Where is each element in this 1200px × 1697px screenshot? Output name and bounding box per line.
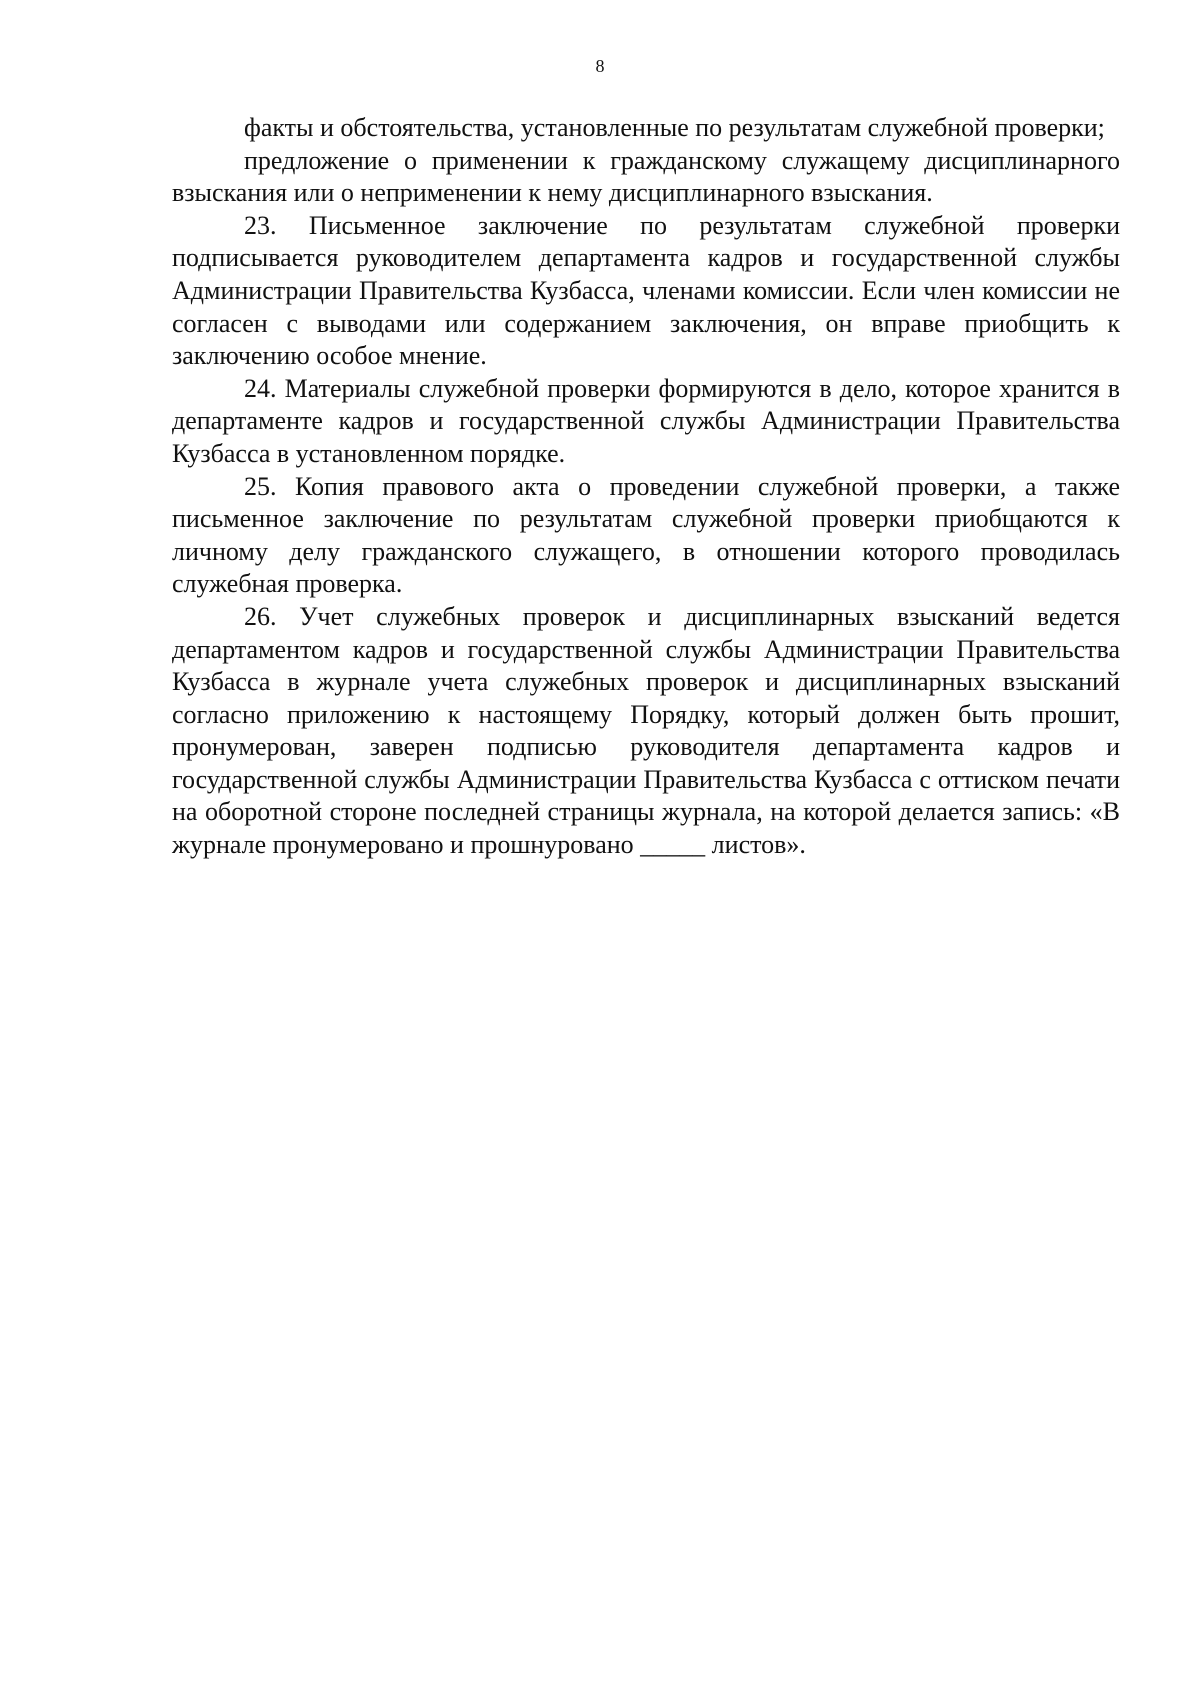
paragraph-proposal: предложение о применении к гражданскому служащему дисциплинарного взыскания или о неприменении к нему дисциплинарного взыскания.: [172, 145, 1120, 208]
paragraph-23: 23. Письменное заключение по результатам служебной проверки подписывается руководителем департамента кадров и государственной службы Администрации Правительства Кузбасса, членами комиссии. Если член комиссии не согласен с выводами или содержанием заключения, он вправе приобщить к заключению особое мнение.: [172, 210, 1120, 371]
paragraph-facts: факты и обстоятельства, установленные по результатам служебной проверки;: [244, 113, 1105, 142]
page-number: 8: [595, 56, 605, 76]
paragraph-26: 26. Учет служебных проверок и дисциплинарных взысканий ведется департаментом кадров и государственной службы Администрации Правительства Кузбасса в журнале учета служебных проверок и дисциплинарных взысканий согласно приложению к настоящему Порядку, который должен быть прошит, пронумерован, заверен подписью руководителя департамента кадров и государственной службы Администрации Правительства Кузбасса с оттиском печати на оборотной стороне последней страницы журнала, на которой делается запись: «В журнале пронумеровано и прошнуровано _____ листов».: [172, 601, 1120, 860]
document-body: [172, 112, 1120, 862]
paragraph-25: 25. Копия правового акта о проведении служебной проверки, а также письменное заключение по результатам служебной проверки приобщаются к личному делу гражданского служащего, в отношении которого проводилась служебная проверка.: [172, 471, 1120, 599]
paragraph-24: 24. Материалы служебной проверки формируются в дело, которое хранится в департаменте кадров и государственной службы Администрации Правительства Кузбасса в установленном порядке.: [172, 373, 1120, 468]
